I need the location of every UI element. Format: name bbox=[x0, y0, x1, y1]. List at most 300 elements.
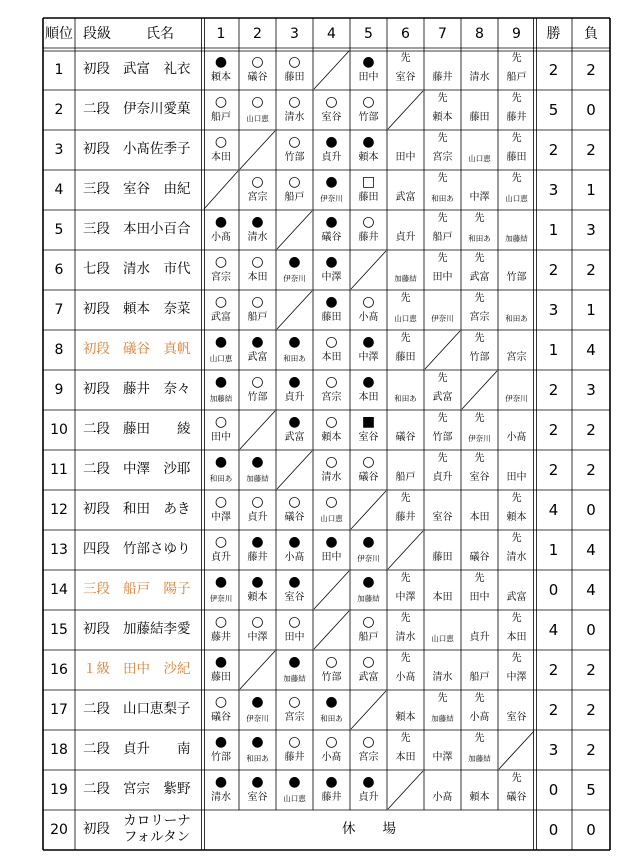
opponent-name: 加藤結 bbox=[431, 714, 454, 723]
opponent-name: 貞升 bbox=[284, 392, 305, 403]
no-game-slash bbox=[388, 91, 423, 129]
result-mark: 先 bbox=[474, 733, 485, 744]
no-game-slash bbox=[240, 131, 275, 169]
result-mark: ● bbox=[362, 374, 375, 390]
opponent-name: 室谷 bbox=[321, 112, 342, 123]
result-mark: ○ bbox=[325, 654, 338, 670]
no-game-slash bbox=[388, 531, 423, 569]
result-mark: ● bbox=[288, 414, 301, 430]
row-dan: 初段 bbox=[83, 141, 110, 157]
opponent-name: 武富 bbox=[432, 392, 453, 403]
opponent-name: 藤田 bbox=[395, 352, 416, 363]
row-losses: 2 bbox=[586, 461, 596, 479]
result-mark: ○ bbox=[362, 654, 375, 670]
opponent-name: 和田あ bbox=[283, 354, 306, 363]
row-wins: 2 bbox=[548, 461, 559, 479]
row-rank: 15 bbox=[50, 622, 68, 638]
opponent-name: 小髙 bbox=[284, 552, 305, 563]
result-mark: 先 bbox=[437, 133, 448, 144]
no-game-slash bbox=[425, 331, 460, 369]
result-mark: ○ bbox=[214, 614, 228, 630]
result-mark: 先 bbox=[400, 293, 411, 304]
no-game-slash bbox=[240, 651, 275, 689]
opponent-name: 貞升 bbox=[358, 792, 379, 803]
result-mark: 先 bbox=[437, 373, 448, 384]
opponent-name: 藤井 bbox=[506, 112, 527, 123]
opponent-name: 竹部 bbox=[247, 392, 268, 403]
result-mark: ● bbox=[288, 534, 301, 550]
row-losses: 3 bbox=[586, 221, 596, 239]
opponent-name: 加藤結 bbox=[505, 234, 528, 243]
result-mark: 先 bbox=[474, 413, 485, 424]
result-mark: 先 bbox=[474, 253, 485, 264]
result-mark: ○ bbox=[288, 174, 301, 190]
header-round: 3 bbox=[290, 26, 299, 42]
result-mark: ○ bbox=[288, 734, 301, 750]
row-wins: 4 bbox=[548, 501, 559, 519]
result-mark: ○ bbox=[288, 134, 301, 150]
result-mark: ● bbox=[362, 334, 375, 350]
opponent-name: 頼本 bbox=[395, 712, 416, 723]
opponent-name: 伊奈川 bbox=[357, 554, 380, 563]
row-losses: 3 bbox=[586, 381, 596, 399]
opponent-name: 田中 bbox=[506, 472, 527, 483]
opponent-name: 和田あ bbox=[394, 394, 417, 403]
opponent-name: 加藤結 bbox=[394, 274, 417, 283]
header-rank: 順位 bbox=[45, 26, 73, 42]
row-rank: 17 bbox=[50, 702, 68, 718]
opponent-name: 宮宗 bbox=[506, 352, 527, 363]
opponent-name: 清水 bbox=[469, 72, 490, 83]
result-mark: ● bbox=[251, 734, 264, 750]
row-player-name: カロリーナ bbox=[123, 813, 191, 829]
result-mark: 先 bbox=[511, 173, 522, 184]
opponent-name: 本田 bbox=[469, 512, 490, 523]
row-losses: 2 bbox=[586, 701, 596, 719]
opponent-name: 中澤 bbox=[247, 632, 268, 643]
row-wins: 3 bbox=[548, 301, 559, 319]
absence-note: 休 場 bbox=[342, 821, 396, 837]
opponent-name: 頼本 bbox=[469, 792, 490, 803]
row-player-name: 本田小百合 bbox=[123, 221, 191, 237]
opponent-name: 頼本 bbox=[321, 432, 342, 443]
result-mark: ○ bbox=[214, 534, 228, 550]
row-player-name: フォルタン bbox=[123, 829, 191, 845]
opponent-name: 藤井 bbox=[211, 632, 231, 643]
opponent-name: 武富 bbox=[469, 272, 490, 283]
opponent-name: 和田あ bbox=[320, 714, 343, 723]
result-mark: 先 bbox=[511, 53, 522, 64]
result-mark: 先 bbox=[511, 613, 522, 624]
row-wins: 2 bbox=[548, 61, 559, 79]
row-losses: 2 bbox=[586, 261, 596, 279]
opponent-name: 武富 bbox=[506, 592, 527, 603]
result-mark: ○ bbox=[251, 494, 264, 510]
result-mark: 先 bbox=[400, 53, 411, 64]
row-losses: 4 bbox=[586, 581, 596, 599]
opponent-name: 頼本 bbox=[211, 72, 231, 83]
opponent-name: 中澤 bbox=[358, 352, 379, 363]
opponent-name: 貞升 bbox=[211, 552, 231, 563]
opponent-name: 頼本 bbox=[358, 152, 379, 163]
result-mark: 先 bbox=[474, 693, 485, 704]
row-losses: 1 bbox=[586, 181, 596, 199]
row-dan: 二段 bbox=[83, 461, 110, 477]
row-rank: 6 bbox=[54, 262, 64, 278]
row-dan: 二段 bbox=[83, 741, 110, 757]
result-mark: ○ bbox=[288, 54, 301, 70]
row-rank: 2 bbox=[54, 102, 64, 118]
result-mark: ● bbox=[288, 374, 301, 390]
opponent-name: 伊奈川 bbox=[209, 594, 233, 603]
row-losses: 2 bbox=[586, 61, 596, 79]
opponent-name: 山口恵 bbox=[431, 634, 454, 643]
result-mark: 先 bbox=[474, 333, 485, 344]
row-player-name: 伊奈川愛菓 bbox=[123, 101, 191, 117]
row-wins: 2 bbox=[548, 261, 559, 279]
opponent-name: 藤井 bbox=[395, 512, 416, 523]
opponent-name: 田中 bbox=[284, 632, 305, 643]
row-dan: 初段 bbox=[83, 381, 110, 397]
result-mark: ● bbox=[325, 294, 338, 310]
row-dan: 四段 bbox=[83, 541, 110, 557]
result-mark: ● bbox=[362, 134, 375, 150]
row-losses: 4 bbox=[586, 341, 596, 359]
opponent-name: 武富 bbox=[358, 672, 379, 683]
result-mark: ○ bbox=[362, 214, 375, 230]
row-dan: 初段 bbox=[83, 501, 110, 517]
header-round: 2 bbox=[253, 26, 262, 42]
opponent-name: 小髙 bbox=[321, 752, 342, 763]
result-mark: 先 bbox=[437, 413, 448, 424]
opponent-name: 伊奈川 bbox=[505, 394, 528, 403]
result-mark: ● bbox=[325, 134, 338, 150]
opponent-name: 礒谷 bbox=[211, 712, 231, 723]
opponent-name: 藤井 bbox=[432, 72, 453, 83]
opponent-name: 田中 bbox=[321, 552, 342, 563]
result-mark: ○ bbox=[251, 294, 264, 310]
opponent-name: 本田 bbox=[506, 632, 527, 643]
row-losses: 2 bbox=[586, 421, 596, 439]
opponent-name: 船戸 bbox=[358, 632, 379, 643]
no-game-slash bbox=[388, 771, 423, 809]
header-round: 6 bbox=[401, 26, 410, 42]
opponent-name: 伊奈川 bbox=[246, 714, 269, 723]
opponent-name: 加藤結 bbox=[283, 674, 306, 683]
row-wins: 2 bbox=[548, 661, 559, 679]
no-game-slash bbox=[314, 611, 349, 649]
row-dan: 初段 bbox=[83, 301, 110, 317]
result-mark: 先 bbox=[474, 453, 485, 464]
opponent-name: 貞升 bbox=[432, 472, 453, 483]
row-rank: 8 bbox=[54, 342, 64, 358]
no-game-slash bbox=[240, 411, 275, 449]
opponent-name: 小髙 bbox=[469, 712, 490, 723]
opponent-name: 本田 bbox=[358, 392, 379, 403]
row-wins: 1 bbox=[548, 541, 559, 559]
header-dan: 段級 bbox=[83, 26, 111, 42]
opponent-name: 藤井 bbox=[247, 552, 268, 563]
result-mark: ● bbox=[288, 574, 301, 590]
opponent-name: 藤田 bbox=[321, 312, 342, 323]
result-mark: ● bbox=[251, 574, 264, 590]
row-losses: 0 bbox=[586, 821, 596, 839]
opponent-name: 伊奈川 bbox=[431, 314, 454, 323]
no-game-slash bbox=[277, 451, 312, 489]
row-rank: 16 bbox=[50, 662, 68, 678]
row-rank: 18 bbox=[50, 742, 68, 758]
result-mark: ● bbox=[362, 534, 375, 550]
opponent-name: 清水 bbox=[247, 232, 268, 243]
result-mark: 先 bbox=[437, 253, 448, 264]
result-mark: ● bbox=[362, 54, 375, 70]
result-mark: ○ bbox=[214, 494, 228, 510]
no-game-slash bbox=[351, 491, 386, 529]
row-player-name: 船戸 陽子 bbox=[123, 581, 191, 597]
row-rank: 5 bbox=[54, 222, 64, 238]
result-mark: 先 bbox=[400, 333, 411, 344]
opponent-name: 清水 bbox=[506, 552, 527, 563]
row-dan: １級 bbox=[83, 661, 110, 677]
opponent-name: 船戸 bbox=[506, 72, 527, 83]
opponent-name: 本田 bbox=[395, 752, 416, 763]
result-mark: ○ bbox=[288, 94, 301, 110]
result-mark: 先 bbox=[511, 93, 522, 104]
result-mark: ○ bbox=[288, 694, 301, 710]
opponent-name: 室谷 bbox=[284, 592, 305, 603]
row-player-name: 藤井 奈々 bbox=[123, 381, 191, 397]
row-player-name: 加藤結李愛 bbox=[123, 621, 191, 637]
opponent-name: 竹部 bbox=[469, 352, 490, 363]
opponent-name: 貞升 bbox=[395, 232, 416, 243]
opponent-name: 田中 bbox=[469, 592, 490, 603]
opponent-name: 藤井 bbox=[358, 232, 379, 243]
result-mark: ● bbox=[214, 654, 228, 670]
opponent-name: 清水 bbox=[211, 792, 231, 803]
header-wins: 勝 bbox=[546, 26, 561, 42]
opponent-name: 藤田 bbox=[211, 672, 231, 683]
opponent-name: 中澤 bbox=[506, 672, 527, 683]
opponent-name: 宮宗 bbox=[469, 312, 490, 323]
opponent-name: 伊奈川 bbox=[283, 274, 306, 283]
result-mark: ● bbox=[251, 334, 264, 350]
result-mark: ● bbox=[325, 774, 338, 790]
opponent-name: 貞升 bbox=[321, 152, 342, 163]
row-losses: 0 bbox=[586, 101, 596, 119]
result-mark: ○ bbox=[214, 254, 228, 270]
result-mark: □ bbox=[361, 174, 376, 190]
opponent-name: 藤田 bbox=[432, 552, 453, 563]
opponent-name: 田中 bbox=[358, 72, 379, 83]
opponent-name: 礒谷 bbox=[395, 432, 416, 443]
opponent-name: 船戸 bbox=[395, 472, 416, 483]
opponent-name: 加藤結 bbox=[468, 754, 491, 763]
result-mark: ○ bbox=[362, 734, 375, 750]
opponent-name: 藤井 bbox=[321, 792, 342, 803]
row-dan: 七段 bbox=[83, 261, 110, 277]
result-mark: 先 bbox=[400, 493, 411, 504]
row-losses: 2 bbox=[586, 741, 596, 759]
row-wins: 0 bbox=[548, 781, 559, 799]
result-mark: ● bbox=[251, 774, 264, 790]
row-dan: 三段 bbox=[83, 581, 110, 597]
result-mark: 先 bbox=[400, 653, 411, 664]
row-dan: 初段 bbox=[83, 61, 110, 77]
no-game-slash bbox=[351, 251, 386, 289]
no-game-slash bbox=[204, 171, 238, 209]
result-mark: 先 bbox=[437, 693, 448, 704]
row-wins: 1 bbox=[548, 341, 559, 359]
row-dan: 二段 bbox=[83, 421, 110, 437]
row-wins: 5 bbox=[548, 101, 559, 119]
row-player-name: 宮宗 紫野 bbox=[123, 781, 191, 797]
opponent-name: 船戸 bbox=[247, 312, 268, 323]
result-mark: ● bbox=[214, 774, 228, 790]
opponent-name: 室谷 bbox=[395, 72, 416, 83]
row-rank: 1 bbox=[54, 62, 64, 78]
result-mark: ● bbox=[325, 534, 338, 550]
result-mark: ○ bbox=[214, 94, 228, 110]
opponent-name: 本田 bbox=[211, 152, 231, 163]
opponent-name: 小髙 bbox=[506, 432, 527, 443]
row-rank: 7 bbox=[54, 302, 64, 318]
header-round: 4 bbox=[327, 26, 336, 42]
result-mark: ● bbox=[214, 734, 228, 750]
opponent-name: 田中 bbox=[432, 272, 453, 283]
opponent-name: 山口恵 bbox=[246, 114, 269, 123]
row-rank: 20 bbox=[50, 822, 68, 838]
result-mark: 先 bbox=[437, 453, 448, 464]
opponent-name: 藤田 bbox=[284, 72, 305, 83]
opponent-name: 清水 bbox=[284, 112, 305, 123]
opponent-name: 本田 bbox=[432, 592, 453, 603]
result-mark: ● bbox=[251, 454, 264, 470]
row-losses: 2 bbox=[586, 141, 596, 159]
result-mark: ○ bbox=[214, 134, 228, 150]
opponent-name: 貞升 bbox=[247, 512, 268, 523]
result-mark: ○ bbox=[325, 414, 338, 430]
opponent-name: 船戸 bbox=[284, 192, 305, 203]
result-mark: ○ bbox=[251, 254, 264, 270]
row-losses: 5 bbox=[586, 781, 596, 799]
opponent-name: 和田あ bbox=[246, 754, 269, 763]
row-dan: 三段 bbox=[83, 181, 110, 197]
opponent-name: 和田あ bbox=[505, 314, 528, 323]
opponent-name: 田中 bbox=[211, 432, 231, 443]
opponent-name: 竹部 bbox=[284, 152, 305, 163]
opponent-name: 清水 bbox=[321, 472, 342, 483]
row-rank: 12 bbox=[50, 502, 68, 518]
opponent-name: 竹部 bbox=[211, 752, 231, 763]
opponent-name: 藤田 bbox=[469, 112, 490, 123]
row-losses: 1 bbox=[586, 301, 596, 319]
row-player-name: 武富 礼衣 bbox=[123, 61, 191, 77]
no-game-slash bbox=[314, 571, 349, 609]
opponent-name: 礒谷 bbox=[284, 512, 305, 523]
result-mark: ○ bbox=[251, 614, 264, 630]
no-game-slash bbox=[351, 691, 386, 729]
result-mark: ○ bbox=[362, 94, 375, 110]
row-losses: 0 bbox=[586, 501, 596, 519]
row-player-name: 竹部さゆり bbox=[123, 541, 191, 557]
result-mark: 先 bbox=[511, 133, 522, 144]
row-player-name: 和田 あき bbox=[123, 501, 191, 517]
opponent-name: 礒谷 bbox=[506, 792, 527, 803]
header-round: 7 bbox=[438, 26, 447, 42]
result-mark: ○ bbox=[325, 454, 338, 470]
result-mark: 先 bbox=[400, 733, 411, 744]
result-mark: ● bbox=[288, 254, 301, 270]
result-mark: 先 bbox=[474, 573, 485, 584]
header-losses: 負 bbox=[584, 26, 598, 42]
result-mark: ● bbox=[325, 174, 338, 190]
result-mark: ○ bbox=[325, 94, 338, 110]
opponent-name: 藤井 bbox=[284, 752, 305, 763]
header-name: 氏名 bbox=[146, 26, 174, 42]
row-dan: 初段 bbox=[83, 821, 110, 837]
row-rank: 19 bbox=[50, 782, 68, 798]
result-mark: ● bbox=[325, 214, 338, 230]
result-mark: ● bbox=[288, 334, 301, 350]
result-mark: ● bbox=[214, 574, 228, 590]
result-mark: 先 bbox=[511, 533, 522, 544]
opponent-name: 頼本 bbox=[432, 112, 453, 123]
row-wins: 2 bbox=[548, 701, 559, 719]
no-game-slash bbox=[462, 371, 497, 409]
opponent-name: 伊奈川 bbox=[468, 434, 491, 443]
result-mark: ● bbox=[325, 254, 338, 270]
opponent-name: 竹部 bbox=[358, 112, 379, 123]
row-player-name: 田中 沙紀 bbox=[123, 661, 191, 677]
result-mark: ○ bbox=[288, 614, 301, 630]
row-player-name: 清水 市代 bbox=[123, 261, 191, 277]
row-rank: 4 bbox=[54, 182, 64, 198]
row-player-name: 藤田 綾 bbox=[123, 421, 191, 437]
opponent-name: 船戸 bbox=[432, 232, 453, 243]
result-mark: 先 bbox=[511, 493, 522, 504]
row-wins: 0 bbox=[548, 821, 559, 839]
row-dan: 三段 bbox=[83, 221, 110, 237]
result-mark: 先 bbox=[474, 293, 485, 304]
opponent-name: 宮宗 bbox=[211, 272, 231, 283]
result-mark: ○ bbox=[251, 94, 264, 110]
result-mark: ● bbox=[214, 54, 228, 70]
opponent-name: 中澤 bbox=[432, 752, 453, 763]
result-mark: ○ bbox=[362, 294, 375, 310]
opponent-name: 山口恵 bbox=[394, 314, 417, 323]
result-mark: ○ bbox=[251, 174, 264, 190]
opponent-name: 山口恵 bbox=[505, 194, 528, 203]
result-mark: ● bbox=[325, 694, 338, 710]
opponent-name: 清水 bbox=[432, 672, 453, 683]
opponent-name: 清水 bbox=[395, 632, 416, 643]
row-dan: 初段 bbox=[83, 621, 110, 637]
result-mark: ● bbox=[362, 574, 375, 590]
opponent-name: 山口恵 bbox=[468, 154, 491, 163]
opponent-name: 小髙 bbox=[395, 672, 416, 683]
opponent-name: 中澤 bbox=[321, 272, 342, 283]
row-rank: 10 bbox=[50, 422, 68, 438]
result-mark: ○ bbox=[362, 614, 375, 630]
row-wins: 1 bbox=[548, 221, 559, 239]
row-player-name: 頼本 奈菜 bbox=[123, 301, 191, 317]
opponent-name: 室谷 bbox=[506, 712, 527, 723]
opponent-name: 山口恵 bbox=[209, 354, 233, 363]
opponent-name: 和田あ bbox=[468, 234, 491, 243]
result-mark: ○ bbox=[325, 334, 338, 350]
opponent-name: 和田あ bbox=[209, 474, 233, 483]
opponent-name: 船戸 bbox=[469, 672, 490, 683]
